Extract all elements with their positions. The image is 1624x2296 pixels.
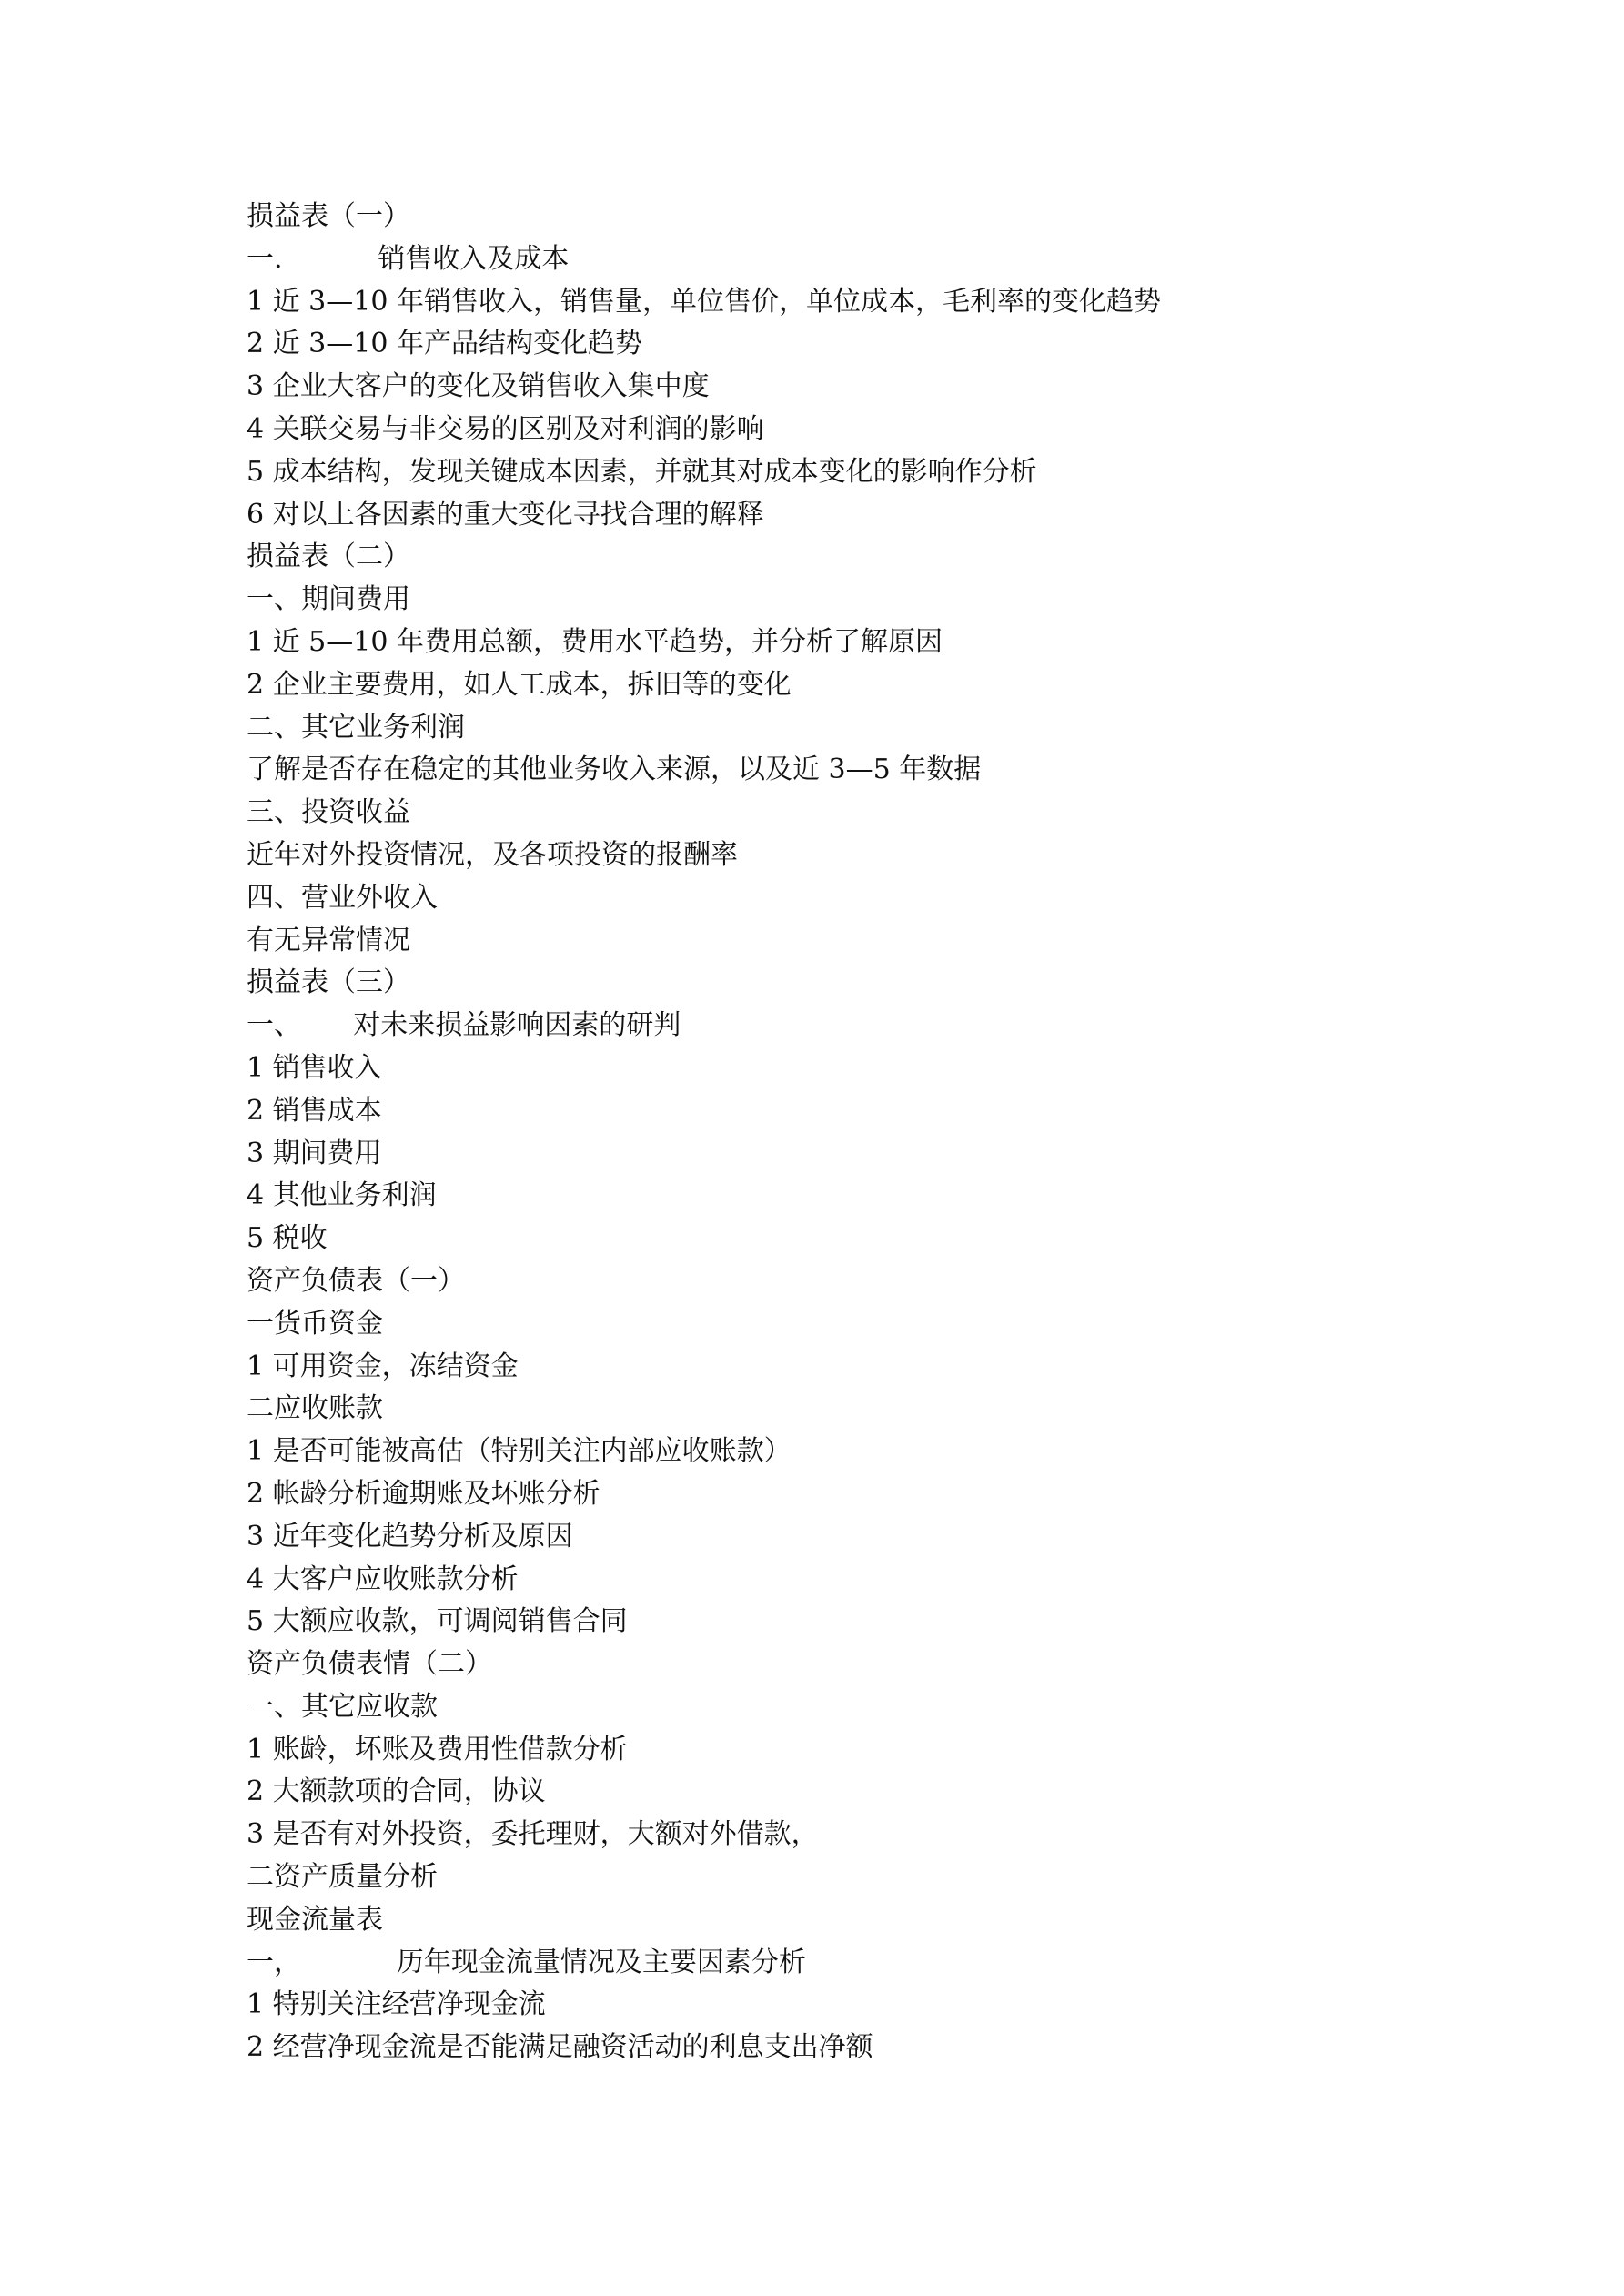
- section-title: 资产负债表（一）: [247, 1264, 465, 1297]
- list-item: 2 经营净现金流是否能满足融资活动的利息支出净额: [247, 2031, 873, 2064]
- section-title: 损益表（一）: [247, 200, 410, 232]
- list-item: 4 关联交易与非交易的区别及对利润的影响: [247, 412, 764, 445]
- subsection-heading: 二、其它业务利润: [247, 711, 465, 743]
- subsection-heading: 二资产质量分析: [247, 1861, 438, 1894]
- section-title: 资产负债表情（二）: [247, 1648, 492, 1681]
- section-title: 现金流量表: [247, 1903, 383, 1936]
- subsection-heading: 四、营业外收入: [247, 881, 438, 914]
- list-item: 2 企业主要费用，如人工成本，拆旧等的变化: [247, 668, 792, 701]
- subsection-heading: 三、投资收益: [247, 796, 410, 829]
- subsection-heading: 一货币资金: [247, 1307, 383, 1340]
- list-item: 2 近 3—10 年产品结构变化趋势: [247, 328, 642, 360]
- list-item: 5 税收: [247, 1222, 328, 1255]
- list-item: 2 销售成本: [247, 1094, 382, 1127]
- list-item: 1 是否可能被高估（特别关注内部应收账款）: [247, 1435, 792, 1468]
- list-item: 2 帐龄分析逾期账及坏账分析: [247, 1477, 600, 1510]
- list-item: 3 近年变化趋势分析及原因: [247, 1520, 573, 1553]
- list-item: 6 对以上各因素的重大变化寻找合理的解释: [247, 498, 764, 531]
- list-item: 1 账龄，坏账及费用性借款分析: [247, 1733, 628, 1765]
- subsection-heading: 二应收账款: [247, 1392, 383, 1425]
- subsection-heading: 一、 对未来损益影响因素的研判: [247, 1009, 681, 1042]
- subsection-heading: 一、其它应收款: [247, 1690, 438, 1723]
- list-item: 1 可用资金，冻结资金: [247, 1350, 519, 1382]
- list-item: 1 近 3—10 年销售收入，销售量，单位售价，单位成本，毛利率的变化趋势: [247, 285, 1161, 318]
- list-item: 3 期间费用: [247, 1137, 382, 1169]
- body-text: 有无异常情况: [247, 924, 410, 956]
- body-text: 近年对外投资情况，及各项投资的报酬率: [247, 838, 738, 871]
- document-body: [247, 196, 1429, 2069]
- list-item: 1 特别关注经营净现金流: [247, 1988, 546, 2021]
- body-text: 了解是否存在稳定的其他业务收入来源，以及近 3—5 年数据: [247, 754, 982, 786]
- list-item: 4 大客户应收账款分析: [247, 1563, 519, 1595]
- list-item: 3 企业大客户的变化及销售收入集中度: [247, 370, 710, 403]
- list-item: 4 其他业务利润: [247, 1179, 437, 1212]
- list-item: 2 大额款项的合同，协议: [247, 1775, 546, 1808]
- subsection-heading: 一、期间费用: [247, 583, 410, 616]
- list-item: 1 近 5—10 年费用总额，费用水平趋势，并分析了解原因: [247, 625, 943, 658]
- subsection-heading: 一. 销售收入及成本: [247, 242, 570, 275]
- section-title: 损益表（三）: [247, 966, 410, 999]
- list-item: 5 大额应收款，可调阅销售合同: [247, 1605, 628, 1638]
- section-title: 损益表（二）: [247, 541, 410, 573]
- list-item: 3 是否有对外投资，委托理财，大额对外借款，: [247, 1818, 819, 1851]
- subsection-heading: 一， 历年现金流量情况及主要因素分析: [247, 1946, 806, 1978]
- list-item: 5 成本结构，发现关键成本因素，并就其对成本变化的影响作分析: [247, 455, 1037, 488]
- list-item: 1 销售收入: [247, 1051, 382, 1084]
